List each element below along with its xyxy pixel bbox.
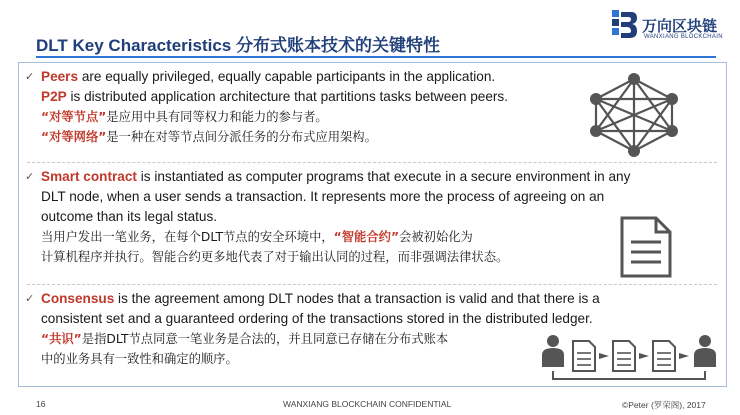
confidential-label: WANXIANG BLOCKCHAIN CONFIDENTIAL bbox=[283, 399, 452, 409]
copyright: ©Peter (罗荣阁), 2017 bbox=[622, 400, 706, 410]
smart-contract-cn-post: 会被初始化为 bbox=[399, 230, 473, 244]
smart-contract-section bbox=[25, 167, 631, 267]
checkmark-icon: ✓ bbox=[25, 293, 35, 305]
peers-cn-line-2 bbox=[41, 127, 508, 147]
consensus-cn-line-2: 中的业务具有一致性和确定的顺序。 bbox=[41, 352, 238, 366]
smart-contract-line-2: DLT node, when a user sends a transaction. It represents more the process of agreeing on an bbox=[41, 189, 605, 204]
section-divider bbox=[27, 162, 717, 163]
peers-cn-term: “对等节点” bbox=[41, 110, 107, 124]
checkmark-icon: ✓ bbox=[25, 71, 35, 83]
smart-contract-line-3: outcome than its legal status. bbox=[41, 209, 218, 224]
smart-contract-cn-line-2: 计算机程序并执行。智能合约更多地代表了对于输出认同的过程，而非强调法律状态。 bbox=[41, 250, 509, 264]
consensus-line-1 bbox=[41, 289, 600, 309]
p2p-text: is distributed application architecture that partitions tasks between peers. bbox=[66, 89, 508, 104]
consensus-people-documents-icon bbox=[539, 333, 719, 383]
peers-section bbox=[25, 67, 508, 147]
consensus-cn-line-1 bbox=[41, 329, 600, 349]
brand-logo bbox=[612, 10, 732, 46]
logo-text: 万向区块链 bbox=[642, 18, 718, 35]
smart-contract-text-1: is instantiated as computer programs that execute in a secure environment in any bbox=[136, 169, 631, 184]
title-underline bbox=[36, 56, 716, 58]
logo-subtext: WANXIANG BLOCKCHAIN bbox=[644, 34, 723, 40]
consensus-line-2: consistent set and a guaranteed ordering of the transactions stored in the distributed ledger. bbox=[41, 311, 593, 326]
smart-contract-cn-pre: 当用户发出一笔业务，在每个DLT节点的安全环境中， bbox=[41, 230, 334, 244]
blockchain-logo-icon bbox=[612, 10, 638, 42]
peers-term: Peers bbox=[41, 69, 79, 84]
peers-text: are equally privileged, equally capable participants in the application. bbox=[78, 69, 496, 84]
p2p-cn-term: “对等网络” bbox=[41, 130, 107, 144]
peers-cn-text: 是应用中具有同等权力和能力的参与者。 bbox=[106, 110, 328, 124]
smart-contract-cn-line-1 bbox=[41, 227, 630, 247]
document-icon bbox=[618, 214, 674, 280]
smart-contract-cn-term: “智能合约” bbox=[333, 230, 400, 244]
p2p-cn-text: 是一种在对等节点间分派任务的分布式应用架构。 bbox=[106, 130, 377, 144]
network-mesh-icon bbox=[587, 71, 682, 159]
consensus-section bbox=[25, 289, 600, 369]
consensus-cn-term: “共识” bbox=[41, 332, 82, 346]
consensus-cn-text: 是指DLT节点同意一笔业务是合法的，并且同意已存储在分布式账本 bbox=[81, 332, 449, 346]
page-number: 16 bbox=[36, 399, 46, 409]
consensus-text-1: is the agreement among DLT nodes that a transaction is valid and that there is a bbox=[114, 291, 600, 306]
consensus-term: Consensus bbox=[41, 291, 115, 306]
page-title: DLT Key Characteristics 分布式账本技术的关键特性 bbox=[36, 36, 440, 55]
p2p-term: P2P bbox=[41, 89, 67, 104]
checkmark-icon: ✓ bbox=[25, 171, 35, 183]
peers-cn-line-1 bbox=[41, 107, 508, 127]
smart-contract-term: Smart contract bbox=[41, 169, 137, 184]
peers-line-1 bbox=[41, 67, 508, 87]
smart-contract-line-1 bbox=[41, 167, 630, 187]
section-divider bbox=[27, 284, 717, 285]
content-panel bbox=[18, 62, 727, 387]
p2p-line bbox=[41, 87, 508, 107]
